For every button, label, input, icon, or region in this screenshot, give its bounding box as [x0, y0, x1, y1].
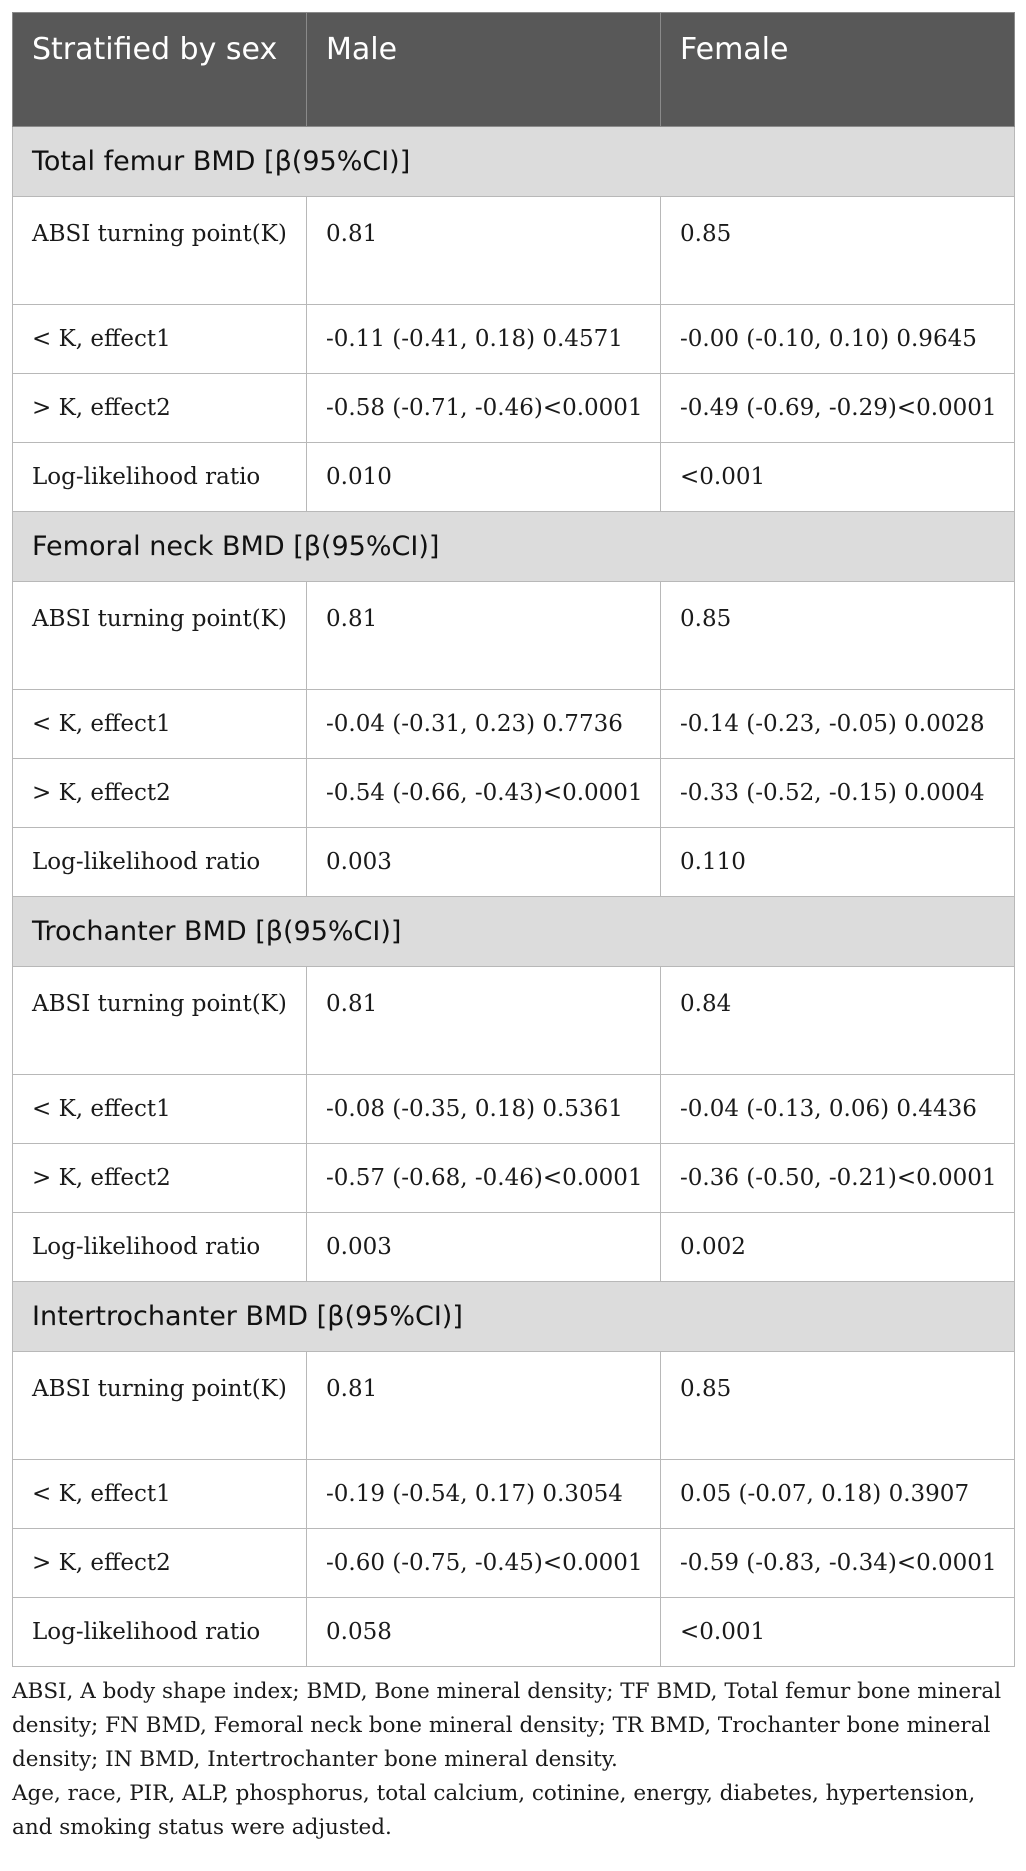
male-value: -0.60 (-0.75, -0.45)<0.0001 [307, 1529, 661, 1598]
footnote-adjustment: Age, race, PIR, ALP, phosphorus, total calcium, cotinine, energy, diabetes, hypertension, and smoking status were adjusted. [12, 1781, 976, 1840]
male-value: -0.08 (-0.35, 0.18) 0.5361 [307, 1075, 661, 1144]
row-label: ABSI turning point(K) [13, 197, 307, 305]
female-value: -0.33 (-0.52, -0.15) 0.0004 [661, 759, 1015, 828]
table-header [13, 13, 1015, 127]
row-label: < K, effect1 [13, 1460, 307, 1529]
female-value: 0.84 [661, 967, 1015, 1075]
row-label: < K, effect1 [13, 1075, 307, 1144]
section-title: Femoral neck BMD [β(95%CI)] [13, 512, 1015, 582]
header-male: Male [307, 13, 661, 127]
male-value: -0.57 (-0.68, -0.46)<0.0001 [307, 1144, 661, 1213]
header-female: Female [661, 13, 1015, 127]
female-value: 0.110 [661, 828, 1015, 897]
female-value: -0.49 (-0.69, -0.29)<0.0001 [661, 374, 1015, 443]
male-value: -0.54 (-0.66, -0.43)<0.0001 [307, 759, 661, 828]
row-label: Log-likelihood ratio [13, 443, 307, 512]
table-row [13, 305, 1015, 374]
female-value: 0.002 [661, 1213, 1015, 1282]
row-label: < K, effect1 [13, 690, 307, 759]
male-value: 0.058 [307, 1598, 661, 1667]
row-label: Log-likelihood ratio [13, 828, 307, 897]
male-value: 0.003 [307, 828, 661, 897]
table-row [13, 690, 1015, 759]
row-label: ABSI turning point(K) [13, 967, 307, 1075]
row-label: Log-likelihood ratio [13, 1598, 307, 1667]
female-value: <0.001 [661, 1598, 1015, 1667]
section-header [13, 127, 1015, 197]
table-row [13, 1352, 1015, 1460]
male-value: -0.04 (-0.31, 0.23) 0.7736 [307, 690, 661, 759]
row-label: ABSI turning point(K) [13, 1352, 307, 1460]
male-value: 0.81 [307, 1352, 661, 1460]
row-label: Log-likelihood ratio [13, 1213, 307, 1282]
female-value: -0.00 (-0.10, 0.10) 0.9645 [661, 305, 1015, 374]
male-value: -0.11 (-0.41, 0.18) 0.4571 [307, 305, 661, 374]
male-value: 0.010 [307, 443, 661, 512]
section-title: Trochanter BMD [β(95%CI)] [13, 897, 1015, 967]
table-row [13, 1213, 1015, 1282]
table-row [13, 1144, 1015, 1213]
table-row [13, 828, 1015, 897]
table-row [13, 1529, 1015, 1598]
female-value: 0.85 [661, 582, 1015, 690]
table-row [13, 1598, 1015, 1667]
female-value: -0.36 (-0.50, -0.21)<0.0001 [661, 1144, 1015, 1213]
table-row [13, 967, 1015, 1075]
table-row [13, 759, 1015, 828]
document-page [12, 12, 1014, 1845]
row-label: > K, effect2 [13, 1144, 307, 1213]
section-header [13, 512, 1015, 582]
row-label: > K, effect2 [13, 374, 307, 443]
female-value: <0.001 [661, 443, 1015, 512]
table-row [13, 582, 1015, 690]
table-footnotes [12, 1675, 1014, 1845]
male-value: 0.81 [307, 967, 661, 1075]
male-value: -0.58 (-0.71, -0.46)<0.0001 [307, 374, 661, 443]
female-value: -0.14 (-0.23, -0.05) 0.0028 [661, 690, 1015, 759]
row-label: > K, effect2 [13, 1529, 307, 1598]
male-value: 0.003 [307, 1213, 661, 1282]
female-value: -0.59 (-0.83, -0.34)<0.0001 [661, 1529, 1015, 1598]
table-row [13, 1075, 1015, 1144]
row-label: < K, effect1 [13, 305, 307, 374]
female-value: 0.85 [661, 1352, 1015, 1460]
table-row [13, 197, 1015, 305]
female-value: 0.05 (-0.07, 0.18) 0.3907 [661, 1460, 1015, 1529]
table-row [13, 374, 1015, 443]
female-value: 0.85 [661, 197, 1015, 305]
table-row [13, 443, 1015, 512]
male-value: -0.19 (-0.54, 0.17) 0.3054 [307, 1460, 661, 1529]
row-label: ABSI turning point(K) [13, 582, 307, 690]
section-title: Intertrochanter BMD [β(95%CI)] [13, 1282, 1015, 1352]
header-stratified: Stratified by sex [13, 13, 307, 127]
male-value: 0.81 [307, 582, 661, 690]
header-row [13, 13, 1015, 127]
table-body [13, 127, 1015, 1667]
table-row [13, 1460, 1015, 1529]
row-label: > K, effect2 [13, 759, 307, 828]
footnote-abbreviations: ABSI, A body shape index; BMD, Bone mineral density; TF BMD, Total femur bone mineral density; FN BMD, Femoral neck bone mineral density; TR BMD, Trochanter bone mineral density; IN BMD, Intertrochanter bone mineral density. [12, 1679, 1002, 1772]
results-table [12, 12, 1015, 1667]
section-title: Total femur BMD [β(95%CI)] [13, 127, 1015, 197]
section-header [13, 1282, 1015, 1352]
female-value: -0.04 (-0.13, 0.06) 0.4436 [661, 1075, 1015, 1144]
section-header [13, 897, 1015, 967]
male-value: 0.81 [307, 197, 661, 305]
